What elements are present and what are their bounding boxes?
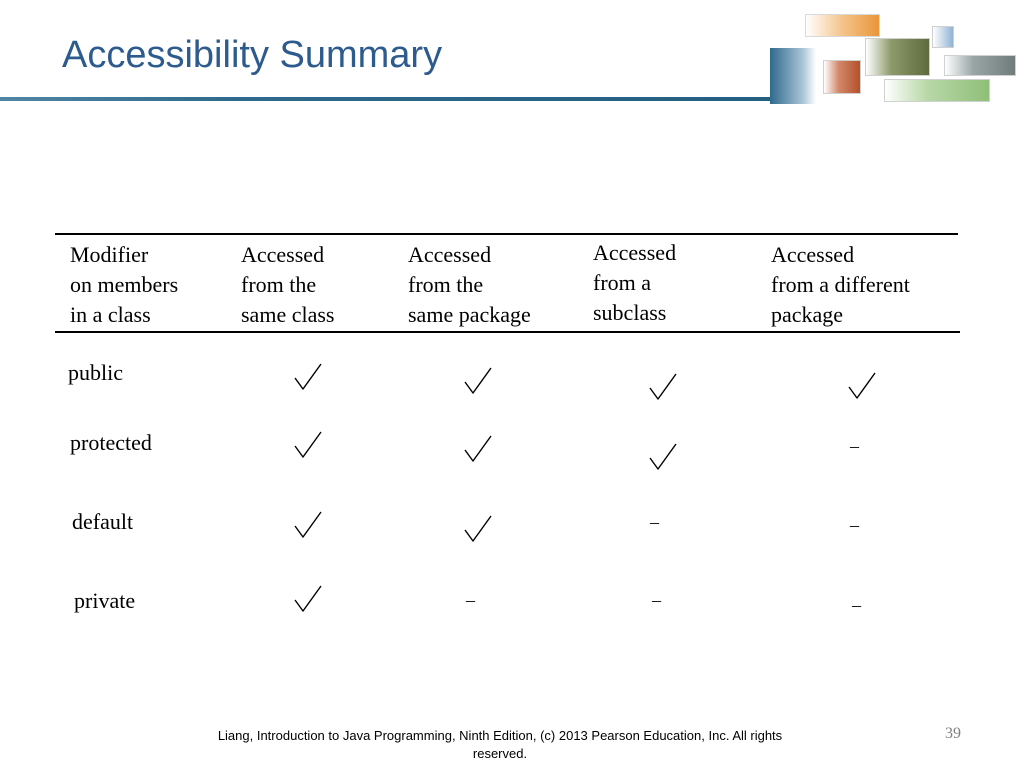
header-subclass	[593, 238, 676, 328]
no-access-dash: –	[652, 590, 661, 610]
decorative-tiles	[770, 10, 1020, 105]
header-different-package	[771, 240, 910, 330]
checkmark-icon	[463, 434, 493, 464]
header-line: on members	[70, 272, 179, 297]
no-access-dash: –	[850, 515, 859, 535]
no-access-dash: –	[650, 512, 659, 532]
header-line: from the	[241, 272, 317, 297]
slide-title: Accessibility Summary	[62, 34, 443, 76]
row-label-protected: protected	[70, 430, 152, 455]
row-label-default: default	[72, 509, 134, 534]
checkmark-icon	[293, 430, 323, 460]
table-top-rule	[55, 233, 958, 235]
checkmark-icon	[463, 514, 493, 544]
row-label-public: public	[68, 360, 123, 385]
deco-olive-tile	[865, 38, 930, 76]
checkmark-icon	[648, 372, 678, 402]
header-line: Accessed	[771, 242, 855, 267]
checkmark-icon	[293, 584, 323, 614]
header-line: Accessed	[408, 242, 492, 267]
header-line: Accessed	[241, 242, 325, 267]
no-access-dash: –	[466, 590, 475, 610]
deco-green-tile	[884, 79, 990, 102]
header-line: from a	[593, 270, 652, 295]
checkmark-icon	[648, 442, 678, 472]
checkmark-icon	[463, 366, 493, 396]
page-number: 39	[945, 725, 961, 742]
header-same-class	[241, 240, 334, 330]
header-line: same package	[408, 302, 531, 327]
checkmark-icon	[293, 362, 323, 392]
table-header-rule	[55, 331, 960, 333]
header-line: Modifier	[70, 242, 149, 267]
checkmark-icon	[847, 371, 877, 401]
deco-gray-tile	[944, 55, 1016, 76]
header-line: Accessed	[593, 240, 677, 265]
deco-blue-bar	[770, 48, 816, 104]
deco-orange-tile	[805, 14, 880, 37]
no-access-dash: –	[850, 436, 859, 456]
no-access-dash: –	[852, 595, 861, 615]
header-line: in a class	[70, 302, 151, 327]
header-modifier	[70, 240, 178, 330]
deco-rust-tile	[823, 60, 861, 94]
checkmark-icon	[293, 510, 323, 540]
deco-lightblue-tile	[932, 26, 954, 48]
header-line: from the	[408, 272, 484, 297]
header-line: from a different	[771, 272, 910, 297]
header-line: package	[771, 302, 844, 327]
title-underline	[0, 97, 780, 101]
header-same-package	[408, 240, 531, 330]
header-line: same class	[241, 302, 335, 327]
row-label-private: private	[74, 588, 136, 613]
header-line: subclass	[593, 300, 667, 325]
footer-copyright: Liang, Introduction to Java Programming, Ninth Edition, (c) 2013 Pearson Education, Inc. All rights reserved.	[217, 728, 783, 761]
